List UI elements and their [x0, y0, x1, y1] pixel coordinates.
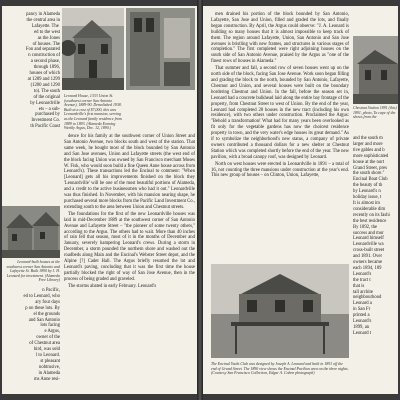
paragraph: men drained his portion of the block bounded by San Antonio, Lafayette, San Jose and Union, filled and graded the lots, and finally began construction. By April, the Argus could observe: "J. A. Leonard is building so many houses that it is almost impossible to keep track of them. The region around Lafayette, Union, San Antonio and San Jose avenues is bristling with new frames, and structures in various stages of completion." The first completed were right adjoining houses on the south side of San Antonio Avenue, praised by the Argus as "one of the finest rows of houses in Alameda." — [211, 12, 349, 65]
text-line: the south shore." — [353, 171, 385, 177]
text-line: considerable dim — [353, 206, 386, 212]
text-line: n Pacific, — [42, 288, 60, 293]
leonardville-houses-photo — [2, 206, 60, 258]
text-line: tall archite — [353, 289, 373, 295]
text-line: ary four days — [35, 299, 60, 305]
caption-chestnut-station: Chestnut Station 1891 (this) 1891, photo, Ta cape of the shows from the — [353, 106, 397, 120]
text-line: el the grounds — [33, 311, 60, 317]
text-line: Leonard t — [353, 330, 372, 336]
chestnut-station-photo — [353, 36, 398, 104]
text-line: st pleasant — [40, 358, 60, 364]
text-line: of houses. The — [32, 41, 60, 47]
text-line: each 1894, 189 — [353, 265, 382, 271]
right-page-column — [211, 12, 349, 180]
text-line: more sophisticated — [353, 153, 389, 159]
text-line: purchased by — [35, 112, 60, 118]
text-line: Leonardville wa — [353, 242, 384, 248]
text-line: owners became — [353, 260, 383, 266]
text-line: ed to the west — [34, 29, 60, 35]
text-line: p on these lots. By — [25, 305, 60, 311]
paragraph: The foundations for the first of the new Leonardville houses was laid in mid-December 1889 at the southwest corner of San Antonio Avenue and Lafayette Street – "the pioneer of some twenty others," according to the Argus. The others had to wait. More than 40 inches of rain fell that season, most of it in the months of December and January, severely hampering Leonard's crews. During a storm in December, a storm pounded the northern shore and washed out the roadbeds along Main and the Encinal's Webster Street depot, and the Alpine [?] Cadet Hall. The Argus briefly resumed the lot and Leonard's paving, concluding that it was the first time the house partially blocked the right of way of San Jose Avenue, then in the process of being graded and graveled. — [64, 211, 195, 282]
text-line: Grand Street, pres — [353, 165, 387, 171]
paragraph: dence for his family at the southwest corner of Union Street and San Antonio Avenue, two blocks south and west of the station. That same week, he bought most of the block bounded by San Antonio and San Jose avenues, Union and Lafayette streets (the west end of the block facing Union was owned by San Francisco merchant Moses W. Fisk, who would soon build a fine Queen Anne house across from Leonard's). These transactions led the Encinal to comment: "When [Leonard] gets all his improvements finished on the block they 'Leonardville' will be one of the most beautiful portions of Alameda, and a credit to the active businessmen who had it out." Leonardville was thus finished. In November, with his mansion nearing shape, he purchased several more blocks from the Pacific Land Investment Co., extending south to the area between Union and Chestnut streets. — [64, 134, 195, 210]
text-line: larger and more — [353, 141, 383, 147]
text-line: lots facing — [40, 323, 60, 329]
text-line: of Chestnut area — [29, 341, 60, 347]
text-line: neighbourhood — [353, 295, 382, 301]
text-line: by Leonardville — [30, 100, 60, 106]
leonard-house-interior-photo — [126, 8, 195, 90]
left-text-fragments — [2, 12, 60, 130]
text-line: tive gables and b — [353, 147, 385, 153]
text-line: of the original — [33, 94, 60, 100]
text-line: Fon and separated — [25, 47, 60, 53]
text-line: Investment Co. — [31, 118, 60, 124]
text-line: through 1896, — [33, 65, 60, 71]
paragraph: North on west houses were erected in Leonardville in 1891 – a total of 16, not counting the three mansions under construction at the year's end. This new group of houses – on Clinton, Union, Lafayette, — [211, 161, 349, 179]
text-line: in Alameda — [38, 370, 60, 376]
text-line: houses of which — [29, 71, 60, 77]
caption-leonardville-houses: Leonard-built houses at the southwest corner San Antonio and Lafayette St. Built 1890 by J. H. Leonard for investment. (Alameda Free Library) — [6, 260, 60, 283]
text-line: It is almost im — [353, 200, 380, 206]
text-line: ed to Leonard, who — [23, 293, 60, 299]
text-line: success and mor — [353, 230, 384, 236]
text-line: and 1891. Over — [353, 254, 383, 260]
text-line: and San Antonio — [28, 317, 60, 323]
text-line: holiday issue, t — [353, 195, 382, 201]
right-text-fragments — [353, 136, 398, 337]
text-line: at 1289 and 1299 — [27, 76, 60, 82]
text-line: Encinal Boat Club — [353, 177, 388, 183]
text-line: printed a — [353, 313, 370, 319]
text-line: pancy in Alameda — [26, 12, 60, 17]
text-line: Leonard's — [353, 271, 372, 277]
left-page — [2, 6, 197, 394]
right-page — [203, 6, 398, 394]
text-line: owner of the — [36, 335, 60, 341]
encinal-yacht-club-photo — [211, 264, 349, 358]
text-line: n construction of — [28, 53, 60, 59]
text-line: Leonard's — [353, 319, 372, 325]
text-line: the central area in — [26, 17, 60, 23]
paragraph: The storms abated in early February. Leonard's — [68, 283, 157, 289]
paragraph: That summer and fall, a second row of seven houses went up on the north side of the block, facing San Jose Avenue. Work soon began filling and grading the block to the north, bounded by San Antonio, Lafayette, Chestnut and Union, and several houses were built on the boundary bordering Chestnut and Union. In the fall, before the season set in, Leonard had a concrete bulkhead laid along the entire bay frontage of the property, from Chestnut Street to west of Union. By the end of the year, Leonard had completed 28 houses in the new tract (including his own residence), with two others under construction. Proclaimed the Argus: "Behold a transformation! What had for many years been overlooked as fit only for the vegetable gardens has now the choicest residence property in town, and the very water's edge houses its great demand." As if to symbolize the neighborhood's new status, a company of private owners contributed a thousand dollars for a new shelter at Chestnut Station which was completed shortly before the end of the year. The new pavilion, with a broad canopy roof, was designed by Leonard. — [211, 66, 349, 160]
text-line: that is — [353, 283, 365, 289]
text-line: the beauty of th — [353, 183, 383, 189]
text-line: to). The south — [33, 88, 60, 94]
text-line: recently on its fashi — [353, 212, 390, 218]
text-line: Lafayette. The — [31, 23, 60, 29]
text-line: Leonard himself — [353, 236, 384, 242]
text-line: hird, was sold — [33, 347, 60, 353]
text-line: Leonard a — [353, 301, 372, 307]
text-line: in San Fr — [353, 307, 371, 313]
left-text-fragments-lower — [2, 288, 60, 383]
text-line: by Leonard's n — [353, 189, 381, 195]
text-line: the tract t — [353, 277, 371, 283]
text-line: as the Jones — [37, 35, 60, 41]
text-line: 1899, an — [353, 325, 370, 330]
caption-leonard-house: Leonard House, 1333 Union St. (southwest corner San Antonio Avenue), 1889-90. Demolished 1938. Built at a cost of $7,000, this was Leonardville's first mansion, serving as the Leonard family residence from 1889 to 1893. (Alameda Evening Weekly Argus, Dec. 12, 1890.) — [64, 94, 122, 131]
text-line: th Pacific Coast — [30, 124, 60, 130]
text-line: l to Leonard. — [35, 352, 60, 358]
text-line: nobtrusive, — [39, 364, 60, 370]
text-line: the best residence — [353, 218, 387, 224]
text-line: e Argus, — [44, 329, 60, 335]
left-page-column — [64, 134, 195, 291]
text-line: cross-built street — [353, 248, 385, 254]
text-line: ms Anne resi- — [33, 376, 60, 382]
text-line: and the south m — [353, 136, 383, 141]
leonard-house-photo — [62, 8, 124, 90]
text-line: By 1892, the — [353, 224, 378, 230]
text-line: ets – a sub- — [38, 106, 60, 112]
text-line: a second phase, — [30, 59, 60, 65]
caption-encinal-yacht-club: The Encinal Yacht Club was designed by Joseph A. Leonard and built in 1891 off the end of Grand Street. The 1890 view shows the Encinal Pavilion area on the three nights. (Courtesy San Francisco Collection, Edgar A. Cohen photograph) — [211, 362, 349, 376]
text-line: (1200 and 1290 — [30, 82, 60, 88]
text-line: house at the nort — [353, 159, 385, 165]
